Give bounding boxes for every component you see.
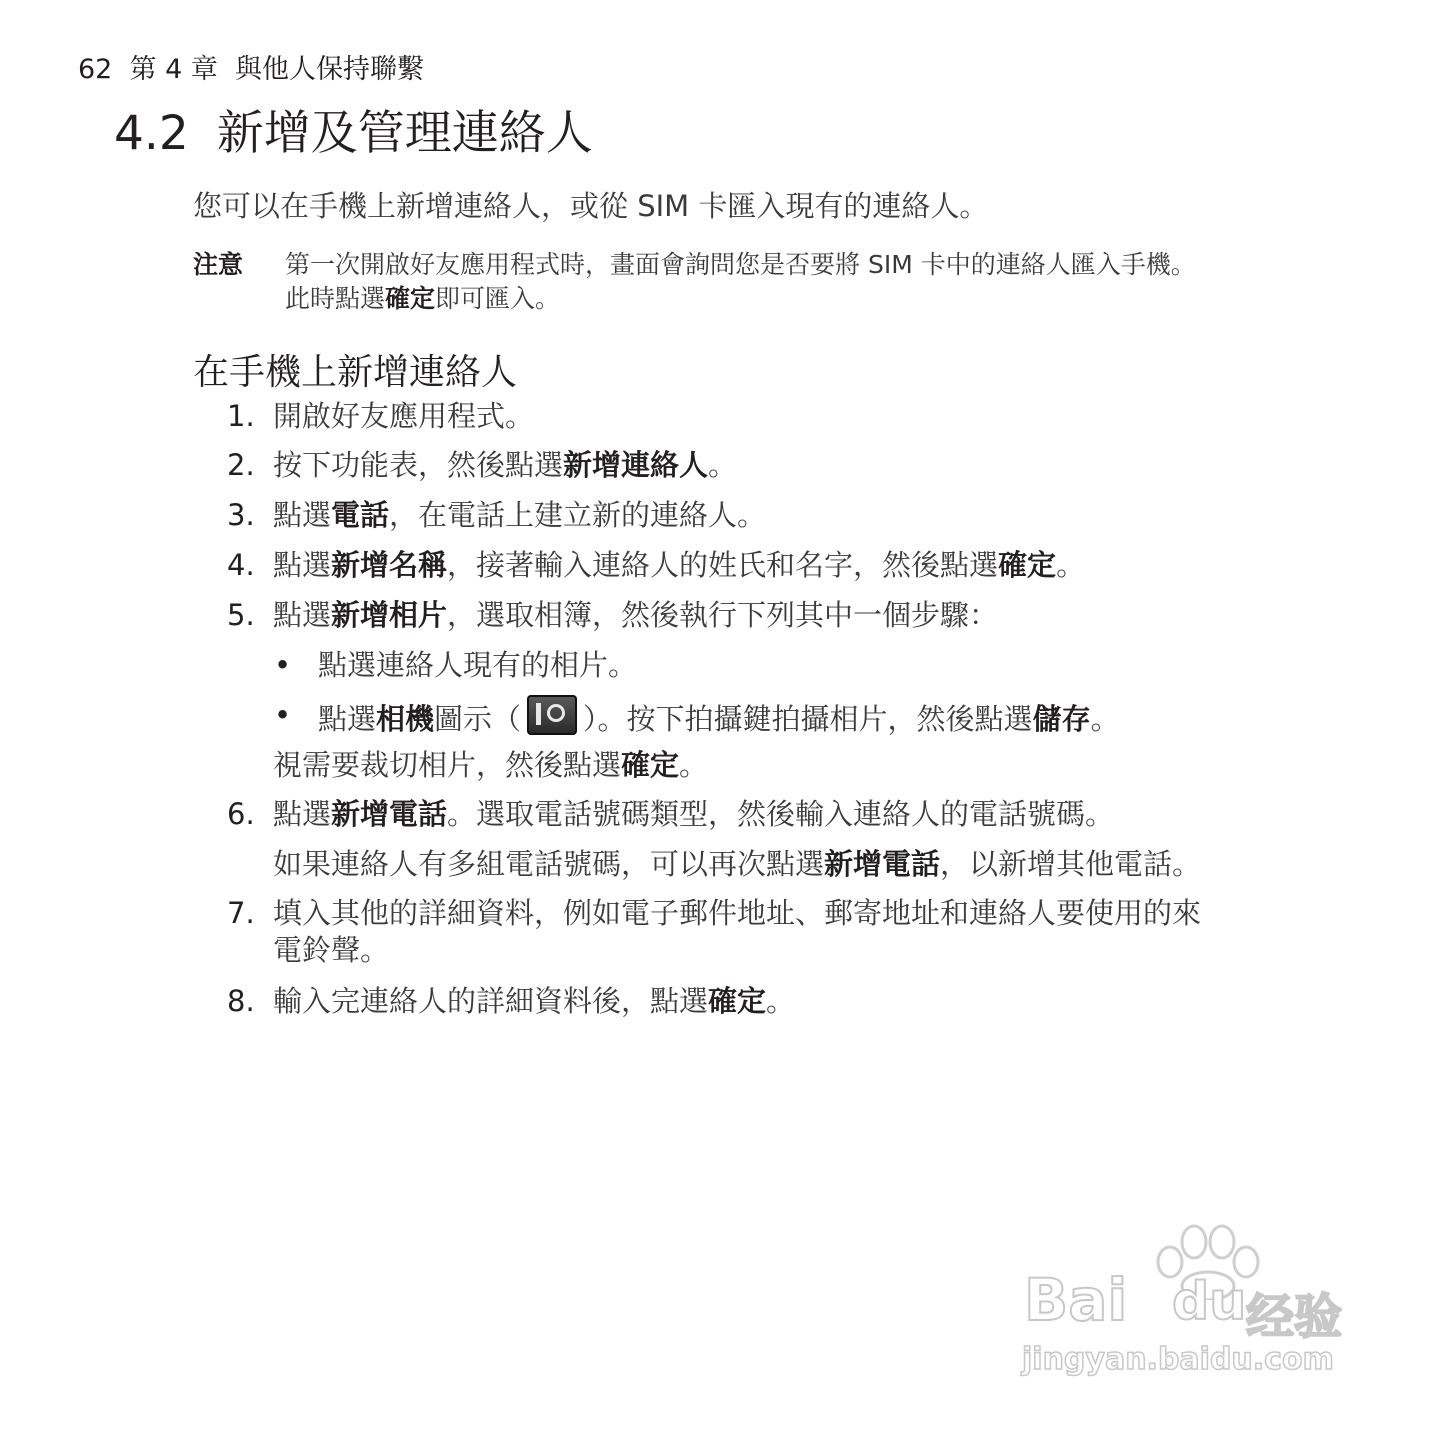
step-8-number: 8. — [227, 984, 255, 1018]
step-7-number: 7. — [227, 896, 255, 930]
watermark-cn: 经验 — [1246, 1289, 1343, 1345]
note-label: 注意 — [193, 250, 244, 279]
section-title: 新增及管理連絡人 — [216, 106, 593, 161]
section-number: 4.2 — [114, 106, 189, 161]
step-6-after-pre: 如果連絡人有多組電話號碼，可以再次點選 — [273, 847, 825, 881]
camera-icon — [527, 695, 577, 735]
step-3-text — [273, 495, 766, 535]
bullet-dot-1: • — [274, 648, 292, 682]
note-line-2-pre: 此時點選 — [285, 284, 386, 313]
step-6-after-post: ，以新增其他電話。 — [940, 847, 1202, 881]
step-6-followup — [273, 844, 1201, 884]
step-2-post: 。 — [708, 448, 738, 482]
step-5-post: ，選取相簿，然後執行下列其中一個步驟： — [447, 598, 999, 632]
bullet-2-mid-2: ）。按下拍攝鍵拍攝相片，然後點選 — [583, 702, 1033, 736]
step-1-text: 開啟好友應用程式。 — [273, 399, 535, 433]
step-4-mid: ，接著輸入連絡人的姓氏和名字，然後點選 — [447, 548, 999, 582]
step-5-after-bold: 確定 — [621, 748, 680, 782]
step-5-bullet-2 — [318, 695, 1120, 739]
step-8-text — [273, 981, 795, 1021]
step-5-after-pre: 視需要裁切相片，然後點選 — [273, 748, 622, 782]
step-6-bold: 新增電話 — [331, 797, 448, 831]
chapter-title: 與他人保持聯繫 — [235, 54, 425, 85]
note-line-2-post: 即可匯入。 — [435, 284, 561, 313]
baidu-watermark — [1020, 1220, 1360, 1390]
step-5-followup — [273, 745, 708, 785]
step-8-bold: 確定 — [708, 984, 767, 1018]
step-5-number: 5. — [227, 598, 255, 632]
step-6-post: 。選取電話號碼類型，然後輸入連絡人的電話號碼。 — [447, 797, 1115, 831]
step-5-pre: 點選 — [273, 598, 332, 632]
step-3-post: ，在電話上建立新的連絡人。 — [389, 498, 767, 532]
note-line-1: 第一次開啟好友應用程式時，畫面會詢問您是否要將 SIM 卡中的連絡人匯入手機。 — [285, 250, 1196, 279]
step-7-line-2: 電鈴聲。 — [273, 933, 390, 967]
step-2-bold: 新增連絡人 — [563, 448, 709, 482]
step-5-bold: 新增相片 — [331, 598, 448, 632]
step-4-post: 。 — [1056, 548, 1086, 582]
bullet-2-post: 。 — [1090, 702, 1120, 736]
note-line-2 — [285, 282, 560, 316]
step-4-number: 4. — [227, 548, 255, 582]
step-6-text — [273, 794, 1114, 834]
page-number: 62 — [78, 54, 113, 85]
step-1-number: 1. — [227, 399, 255, 433]
running-header — [78, 52, 424, 88]
step-6-after-bold: 新增電話 — [824, 847, 941, 881]
watermark-brand: Bai — [1024, 1266, 1128, 1334]
step-3-number: 3. — [227, 498, 255, 532]
step-2-text — [273, 445, 737, 485]
step-3-pre: 點選 — [273, 498, 332, 532]
watermark-brand-du: du — [1172, 1272, 1247, 1332]
step-7-line-1: 填入其他的詳細資料，例如電子郵件地址、郵寄地址和連絡人要使用的來 — [273, 896, 1202, 930]
step-2-number: 2. — [227, 448, 255, 482]
bullet-2-pre: 點選 — [318, 702, 377, 736]
intro-paragraph: 您可以在手機上新增連絡人，或從 SIM 卡匯入現有的連絡人。 — [193, 189, 989, 223]
step-5-after-post: 。 — [679, 748, 709, 782]
watermark-url: jingyan.baidu.com — [1022, 1342, 1334, 1377]
step-4-pre: 點選 — [273, 548, 332, 582]
step-8-pre: 輸入完連絡人的詳細資料後，點選 — [273, 984, 709, 1018]
step-8-post: 。 — [766, 984, 796, 1018]
section-heading — [114, 104, 593, 164]
bullet-2-bold-2: 儲存 — [1032, 702, 1091, 736]
subsection-title: 在手機上新增連絡人 — [193, 352, 518, 393]
step-3-bold: 電話 — [331, 498, 390, 532]
chapter-label: 第 4 章 — [129, 54, 218, 85]
bullet-2-mid-1: 圖示（ — [434, 702, 522, 736]
step-6-number: 6. — [227, 797, 255, 831]
step-5-text — [273, 595, 998, 635]
step-2-pre: 按下功能表，然後點選 — [273, 448, 564, 482]
step-4-bold-2: 確定 — [998, 548, 1057, 582]
note-line-2-bold: 確定 — [385, 284, 436, 313]
step-5-bullet-1: 點選連絡人現有的相片。 — [318, 648, 638, 682]
bullet-dot-2: • — [274, 698, 292, 732]
step-4-text — [273, 545, 1085, 585]
bullet-2-bold-1: 相機 — [376, 702, 435, 736]
step-4-bold-1: 新增名稱 — [331, 548, 448, 582]
step-6-pre: 點選 — [273, 797, 332, 831]
